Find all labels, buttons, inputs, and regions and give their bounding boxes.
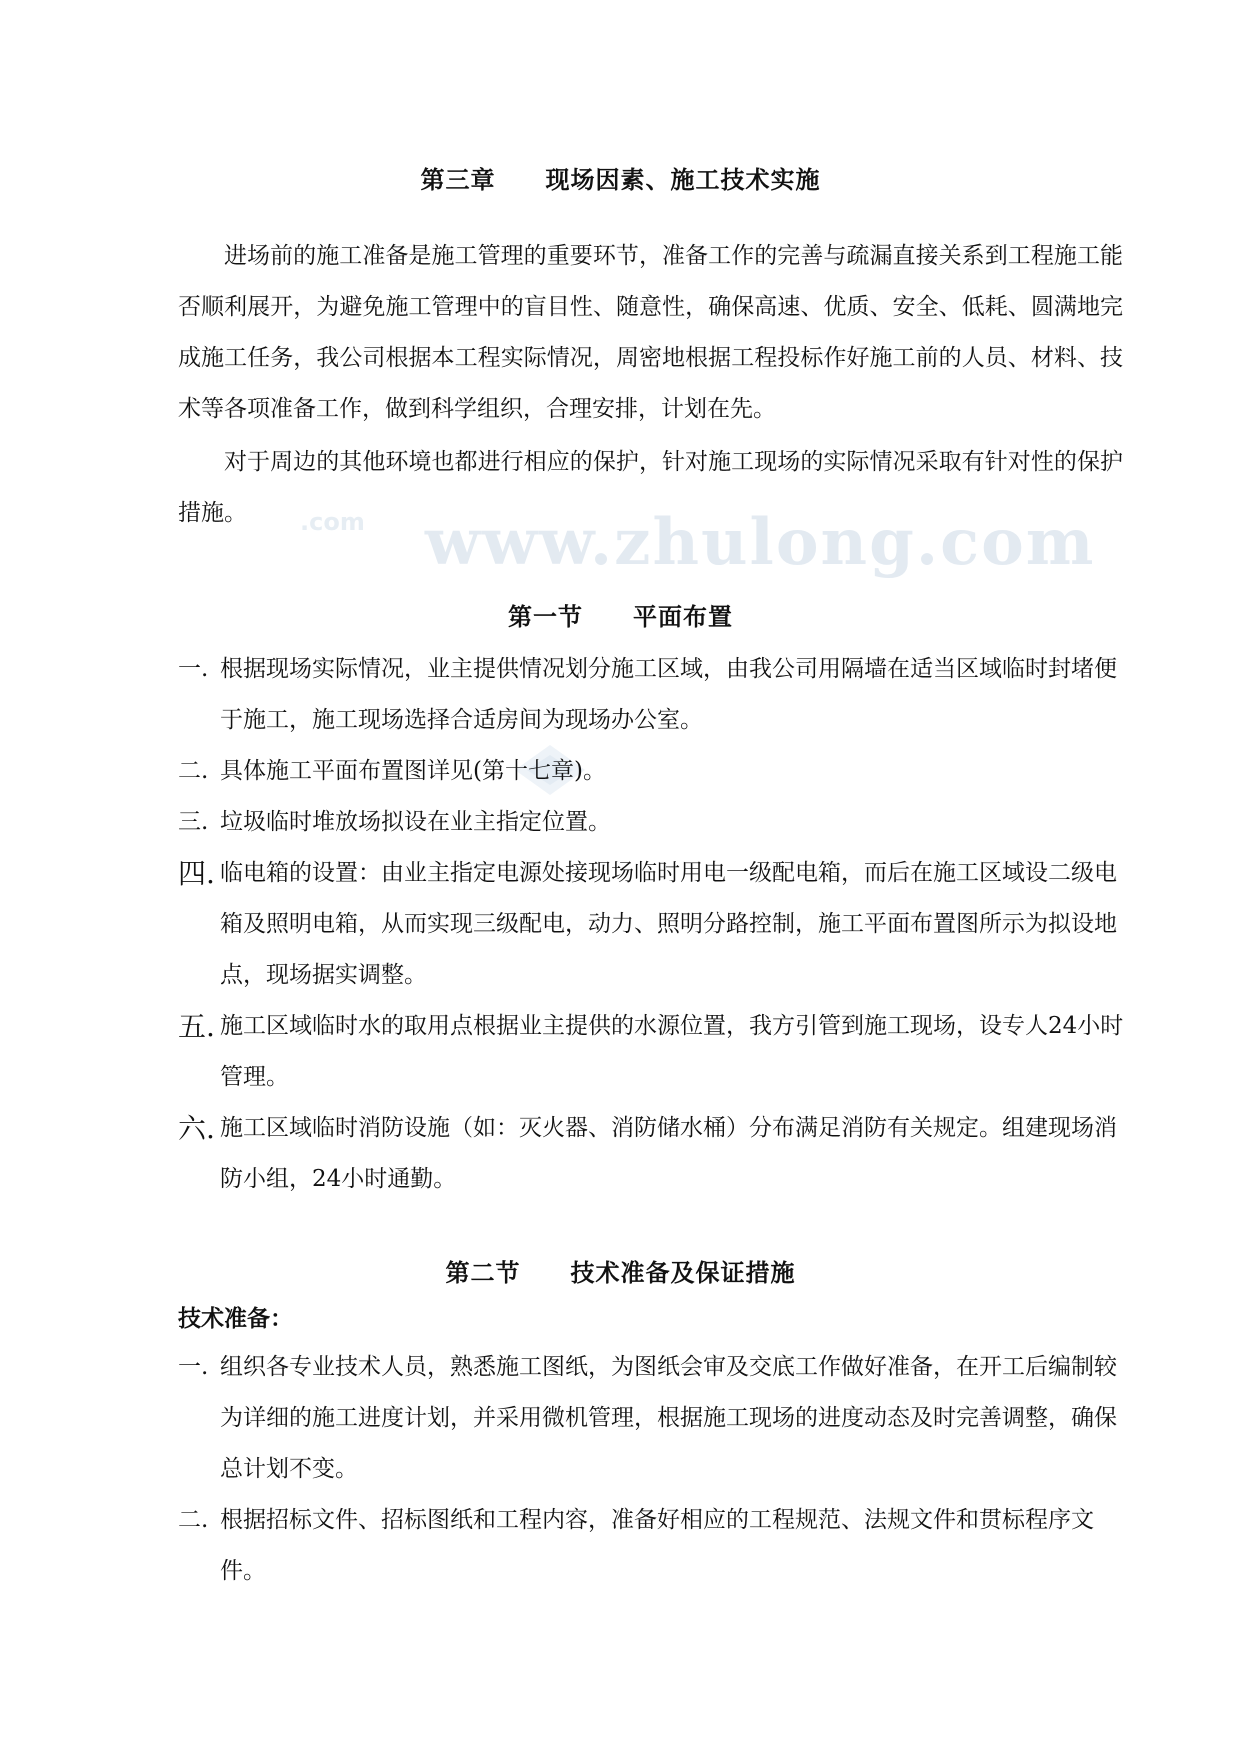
list-item-text: 施工区域临时水的取用点根据业主提供的水源位置，我方引管到施工现场，设专人24小时管理。 <box>220 1013 1124 1090</box>
list-item-text: 垃圾临时堆放场拟设在业主指定位置。 <box>220 809 611 835</box>
intro-paragraph: 对于周边的其他环境也都进行相应的保护，针对施工现场的实际情况采取有针对性的保护措施。 <box>178 449 1123 526</box>
list-item <box>178 1001 1128 1103</box>
list-item-number: 三. <box>178 809 209 835</box>
section-title: 第一节 平面布置 <box>508 603 733 631</box>
list-item <box>178 1342 1128 1495</box>
list-item <box>178 746 1128 797</box>
list-item-number: 一. <box>178 1354 209 1380</box>
list-item-text: 施工区域临时消防设施（如：灭火器、消防储水桶）分布满足消防有关规定。组建现场消防小组，24小时通勤。 <box>220 1115 1117 1192</box>
list-item-number: 五. <box>178 1010 215 1043</box>
list-item-number: 四. <box>178 857 215 890</box>
list-item <box>178 644 1128 746</box>
list-item-number: 二. <box>178 758 209 784</box>
list-item-text: 根据招标文件、招标图纸和工程内容，准备好相应的工程规范、法规文件和贯标程序文件。 <box>220 1507 1094 1584</box>
list-item-number: 六. <box>178 1112 215 1145</box>
list-item-text: 组织各专业技术人员，熟悉施工图纸，为图纸会审及交底工作做好准备，在开工后编制较为详细的施工进度计划，并采用微机管理，根据施工现场的进度动态及时完善调整，确保总计划不变。 <box>220 1354 1117 1482</box>
list-item <box>178 797 1128 848</box>
section-title: 第二节 技术准备及保证措施 <box>445 1259 796 1287</box>
watermark-text: www.zhulong.com <box>425 505 1096 580</box>
list-item <box>178 1103 1128 1205</box>
chapter-title: 第三章 现场因素、施工技术实施 <box>420 166 821 194</box>
intro-paragraph: 进场前的施工准备是施工管理的重要环节，准备工作的完善与疏漏直接关系到工程施工能否顺利展开，为避免施工管理中的盲目性、随意性，确保高速、优质、安全、低耗、圆满地完成施工任务，我公司根据本工程实际情况，周密地根据工程投标作好施工前的人员、材料、技术等各项准备工作，做到科学组织，合理安排，计划在先。 <box>178 243 1123 422</box>
list-item <box>178 1495 1128 1597</box>
list-item-text: 根据现场实际情况，业主提供情况划分施工区域，由我公司用隔墙在适当区域临时封堵便于施工，施工现场选择合适房间为现场办公室。 <box>220 656 1117 733</box>
list-item-text: 临电箱的设置：由业主指定电源处接现场临时用电一级配电箱，而后在施工区域设二级电箱及照明电箱，从而实现三级配电，动力、照明分路控制，施工平面布置图所示为拟设地点，现场据实调整。 <box>220 860 1117 988</box>
list-item <box>178 848 1128 1001</box>
list-item-number: 二. <box>178 1507 209 1533</box>
list-item-number: 一. <box>178 656 209 682</box>
list-item-text: 具体施工平面布置图详见(第十七章)。 <box>220 758 606 784</box>
subheading: 技术准备： <box>178 1306 293 1332</box>
watermark-fragment: .com <box>300 508 365 536</box>
